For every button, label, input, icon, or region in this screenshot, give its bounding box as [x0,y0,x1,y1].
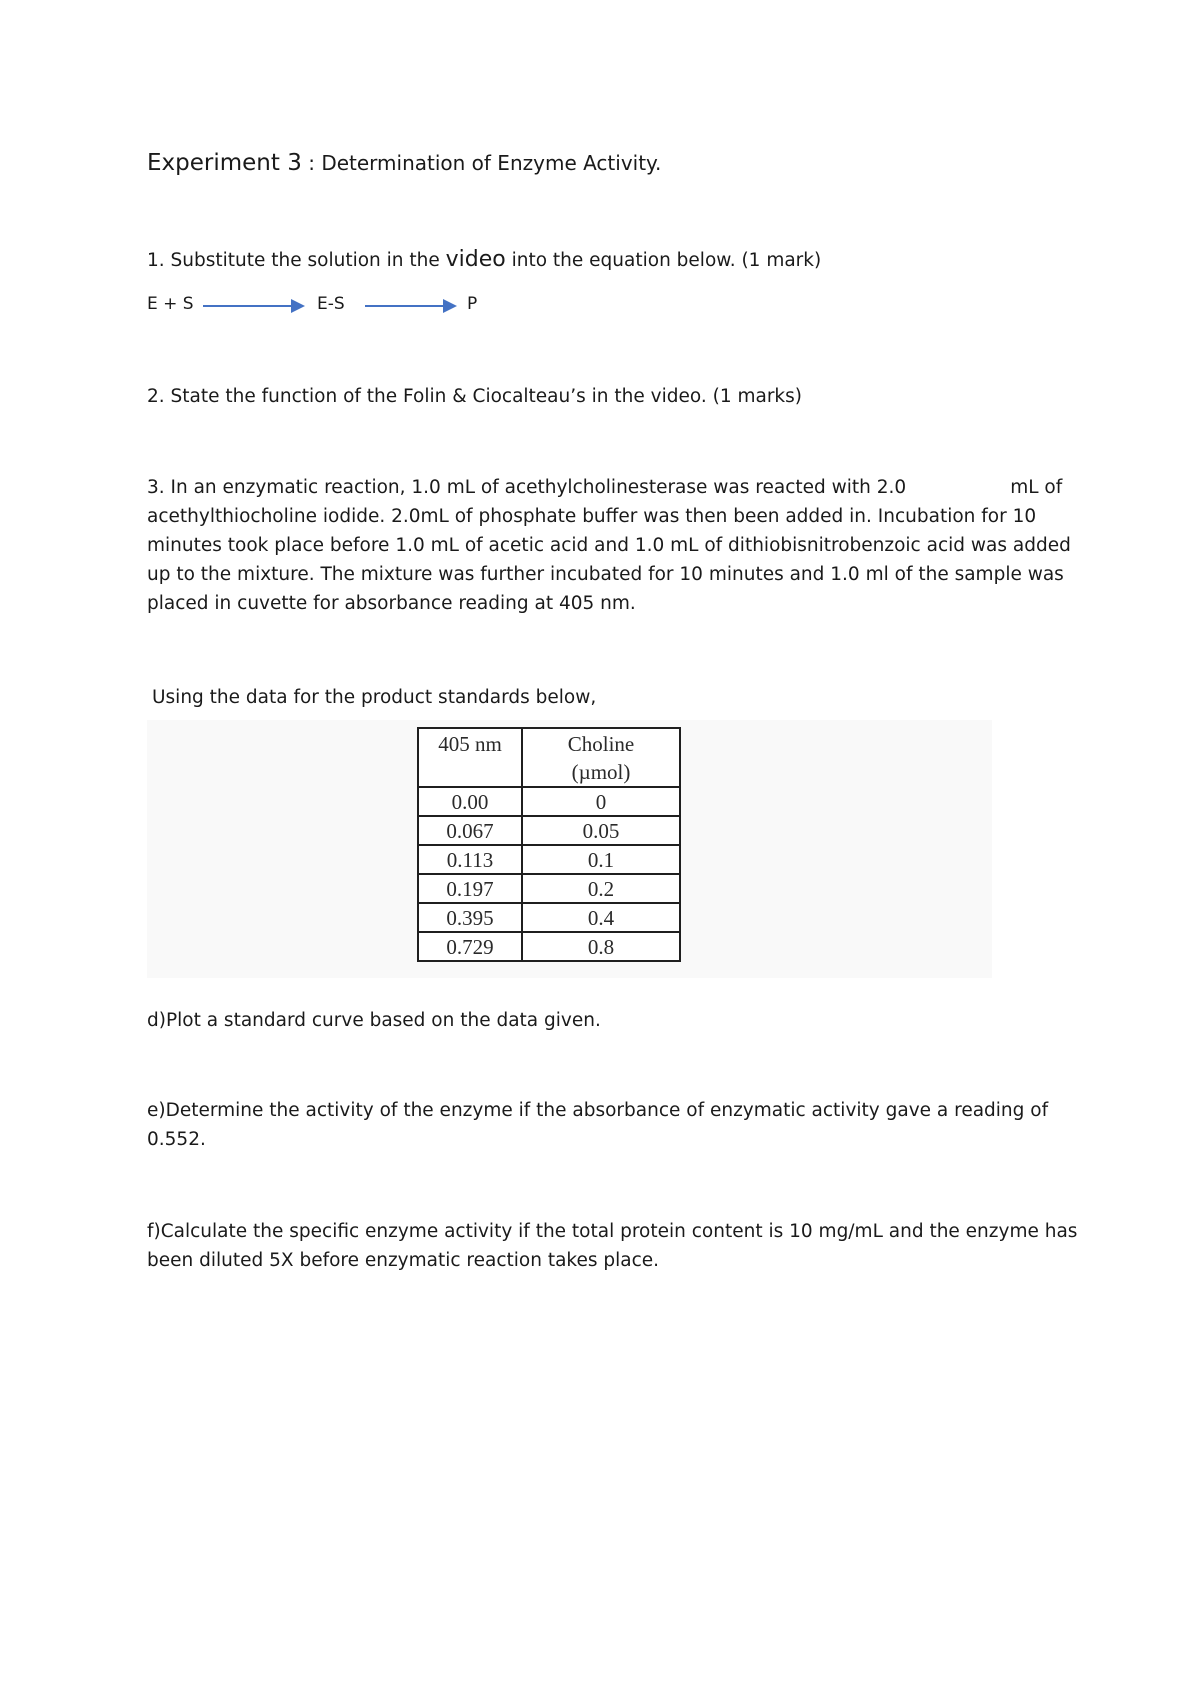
q3-line-1 [147,473,1067,502]
cell-absorbance: 0.395 [418,903,522,932]
cell-choline: 0 [522,787,680,816]
cell-absorbance: 0.113 [418,845,522,874]
q1-text-start: 1. Substitute the solution in the [147,250,446,271]
header-choline-name: Choline [567,732,635,756]
cell-choline: 0.4 [522,903,680,932]
cell-absorbance: 0.00 [418,787,522,816]
table-header-row [418,728,680,787]
reaction-equation [147,292,547,318]
question-3 [147,473,1071,618]
question-f [147,1217,1077,1275]
arrow-right-icon [203,305,303,307]
standards-table [417,727,681,962]
qe-line-1: e)Determine the activity of the enzyme if the absorbance of enzymatic activity gave a reading of [147,1100,1049,1121]
qf-line-2: been diluted 5X before enzymatic reaction takes place. [147,1250,660,1271]
header-absorbance: 405 nm [418,728,522,787]
q3-line-1b: mL of [1010,477,1063,498]
page-title [147,150,661,176]
title-separator: : [308,151,315,175]
q1-video-word: video [445,247,506,272]
qf-line-1: f)Calculate the specific enzyme activity if the total protein content is 10 mg/mL and the enzyme has [147,1221,1078,1242]
table-row [418,787,680,816]
header-choline-unit: (µmol) [571,760,631,784]
question-1 [147,245,821,275]
header-choline [522,728,680,787]
q3-line-5: placed in cuvette for absorbance reading at 405 nm. [147,593,636,614]
cell-absorbance: 0.067 [418,816,522,845]
experiment-label: Experiment 3 [147,150,302,176]
cell-choline: 0.2 [522,874,680,903]
table-intro: Using the data for the product standards below, [152,687,597,708]
q3-line-1a: 3. In an enzymatic reaction, 1.0 mL of acethylcholinesterase was reacted with 2.0 [147,477,907,498]
q3-line-3: minutes took place before 1.0 mL of acetic acid and 1.0 mL of dithiobisnitrobenzoic acid was added [147,535,1071,556]
qe-line-2: 0.552. [147,1129,206,1150]
q1-text-end: into the equation below. (1 mark) [505,250,822,271]
equation-intermediate: E-S [317,294,345,314]
cell-absorbance: 0.729 [418,932,522,961]
table-row [418,932,680,961]
equation-reactants: E + S [147,294,194,314]
table-row [418,874,680,903]
arrow-right-icon [365,305,455,307]
question-2: 2. State the function of the Folin & Ciocalteau’s in the video. (1 marks) [147,386,802,407]
cell-choline: 0.1 [522,845,680,874]
question-d: d)Plot a standard curve based on the data given. [147,1010,601,1031]
q3-line-2: acethylthiocholine iodide. 2.0mL of phosphate buffer was then been added in. Incubation for 10 [147,506,1037,527]
q3-line-4: up to the mixture. The mixture was further incubated for 10 minutes and 1.0 ml of the sample was [147,564,1064,585]
table-row [418,816,680,845]
table-row [418,903,680,932]
question-e [147,1096,1048,1154]
cell-choline: 0.05 [522,816,680,845]
cell-absorbance: 0.197 [418,874,522,903]
cell-choline: 0.8 [522,932,680,961]
table-row [418,845,680,874]
experiment-title: Determination of Enzyme Activity. [321,151,662,175]
equation-product: P [467,294,478,314]
